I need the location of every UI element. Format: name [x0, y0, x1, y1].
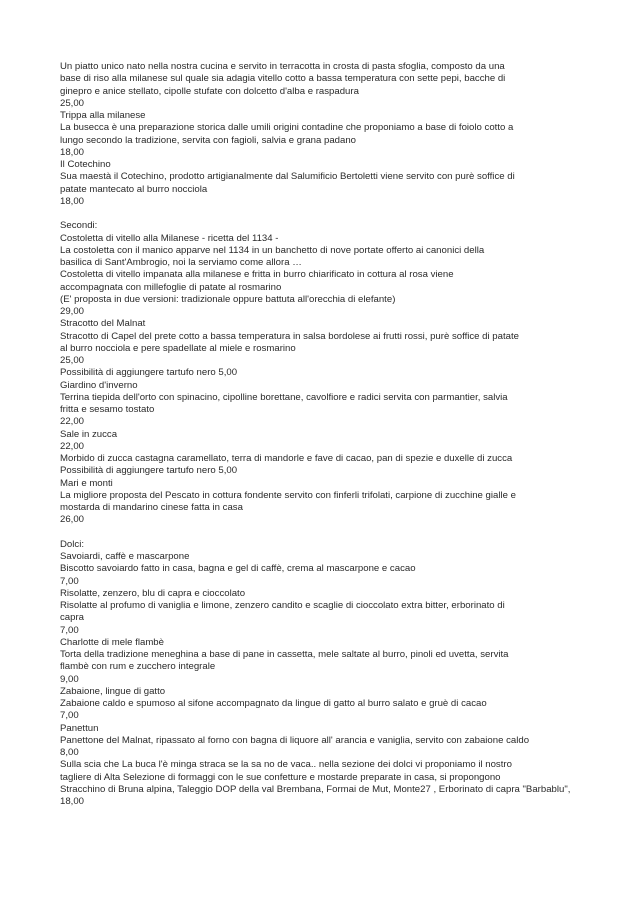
section-heading: Secondi: [60, 220, 98, 232]
item-description: Morbido di zucca castagna caramellato, terra di mandorle e fave di cacao, pan di spezie e duxelle di zucca [60, 453, 513, 464]
item-name: Mari e monti [60, 477, 113, 489]
item-price: 7,00 [60, 710, 79, 722]
menu-item [60, 478, 580, 527]
item-description: accompagnata con millefoglie di patate al rosmarino [60, 281, 282, 293]
item-description: fritta e sesamo tostato [60, 404, 155, 415]
item-price: 7,00 [60, 575, 79, 587]
item-extra: Possibilità di aggiungere tartufo nero 5,00 [60, 367, 238, 379]
menu-item-cheese-board [60, 759, 580, 808]
item-extra: Possibilità di aggiungere tartufo nero 5,00 [60, 465, 238, 477]
item-name: Stracotto del Malnat [60, 318, 146, 330]
item-description: capra [60, 612, 84, 624]
item-name: Zabaione, lingue di gatto [60, 685, 166, 697]
item-name: Risolatte, zenzero, blu di capra e cioccolato [60, 587, 246, 599]
item-description: al burro nocciola e pere spadellate al miele e rosmarino [60, 342, 296, 354]
item-price: 26,00 [60, 514, 85, 526]
item-price: 9,00 [60, 673, 79, 685]
item-description: basilica di Sant'Ambrogio, noi la serviamo come allora … [60, 257, 302, 268]
section-dolci [60, 539, 580, 809]
menu-item [60, 723, 580, 760]
item-name: Giardino d'inverno [60, 379, 138, 391]
menu-item [60, 637, 580, 686]
item-name: Savoiardi, caffè e mascarpone [60, 551, 190, 562]
section-secondi [60, 220, 580, 526]
menu-item [60, 551, 580, 588]
item-description: Panettone del Malnat, ripassato al forno con bagna di liquore all' arancia e vaniglia, servito con zabaione caldo [60, 734, 530, 746]
item-name: Il Cotechino [60, 159, 111, 170]
section-heading: Dolci: [60, 538, 84, 550]
item-description: lungo secondo la tradizione, servita con fagioli, salvia e grana padano [60, 134, 357, 146]
item-description: Un piatto unico nato nella nostra cucina e servito in terracotta in crosta di pasta sfoglia, composto da una [60, 61, 505, 72]
item-description: La migliore proposta del Pescato in cottura fondente servito con finferli trifolati, carpione di zucchine gialle e [60, 489, 516, 501]
menu-item-trippa [60, 110, 580, 159]
item-description: Sua maestà il Cotechino, prodotto artigianalmente dal Salumificio Bertoletti viene servito con purè soffice di [60, 171, 515, 183]
item-price: 29,00 [60, 306, 85, 317]
item-description: (E' proposta in due versioni: tradizionale oppure battuta all'orecchia di elefante) [60, 293, 396, 305]
item-price: 18,00 [60, 146, 85, 158]
menu-item [60, 380, 580, 429]
menu-item [60, 588, 580, 637]
spacer [60, 527, 580, 539]
item-description: ginepro e anice stellato, cipolle stufate con dolcetto d'alba e raspadura [60, 85, 359, 97]
spacer [60, 208, 580, 220]
item-name: Trippa alla milanese [60, 110, 146, 121]
menu-item [60, 233, 580, 319]
item-description: tagliere di Alta Selezione di formaggi con le sue confetture e mostarde preparate in casa, si propongono [60, 771, 501, 783]
item-description: Zabaione caldo e spumoso al sifone accompagnato da lingue di gatto al burro salato e gruè di cacao [60, 698, 487, 709]
item-description: base di riso alla milanese sul quale sia adagia vitello cotto a bassa temperatura con sette pepi, bacche di [60, 73, 506, 85]
item-price: 18,00 [60, 796, 85, 807]
item-price: 18,00 [60, 195, 85, 207]
menu-document [60, 61, 580, 808]
item-price: 22,00 [60, 440, 85, 452]
item-name: Panettun [60, 722, 99, 734]
item-description: Stracotto di Capel del prete cotto a bassa temperatura in salsa bordolese ai frutti rossi, purè soffice di patate [60, 330, 519, 342]
item-price: 25,00 [60, 97, 85, 109]
item-price: 8,00 [60, 747, 79, 758]
item-name: Sale in zucca [60, 428, 118, 440]
item-description: flambè con rum e zucchero integrale [60, 661, 216, 673]
item-description: La busecca è una preparazione storica dalle umili origini contadine che proponiamo a base di foiolo cotto a [60, 122, 514, 134]
item-description: mostarda di mandarino cinese fatta in casa [60, 502, 243, 513]
item-description: Biscotto savoiardo fatto in casa, bagna e gel di caffè, crema al mascarpone e cacao [60, 563, 416, 575]
item-description: Costoletta di vitello impanata alla milanese e fritta in burro chiarificato in cottura al rosa viene [60, 269, 454, 281]
menu-item-cotechino [60, 159, 580, 208]
item-name: Costoletta di vitello alla Milanese - ricetta del 1134 - [60, 232, 279, 244]
item-price: 22,00 [60, 416, 85, 428]
item-description: Risolatte al profumo di vaniglia e limone, zenzero candito e scaglie di cioccolato extra bitter, erborinato di [60, 600, 505, 611]
menu-item [60, 318, 580, 379]
item-price: 7,00 [60, 624, 79, 636]
item-description: patate mantecato al burro nocciola [60, 183, 208, 195]
item-description: Torta della tradizione meneghina a base di pane in cassetta, mele saltate al burro, pinoli ed uvetta, servita [60, 649, 509, 660]
menu-item [60, 686, 580, 723]
item-name: Charlotte di mele flambè [60, 636, 164, 648]
menu-item-intro [60, 61, 580, 110]
item-description: La costoletta con il manico apparve nel 1134 in un banchetto di nove portate offerto ai canonici della [60, 244, 485, 256]
item-price: 25,00 [60, 355, 85, 366]
item-description: Sulla scia che La buca l'è minga straca se la sa no de vaca.. nella sezione dei dolci vi proponiamo il nostro [60, 759, 512, 771]
item-description: Terrina tiepida dell'orto con spinacino, cipolline borettane, cavolfiore e radici servita con parmantier, salvia [60, 391, 508, 403]
item-description: Stracchino di Bruna alpina, Taleggio DOP della val Brembana, Formai de Mut, Monte27 , Erborinato di capra "Barbablu", [60, 783, 571, 795]
menu-item [60, 429, 580, 478]
